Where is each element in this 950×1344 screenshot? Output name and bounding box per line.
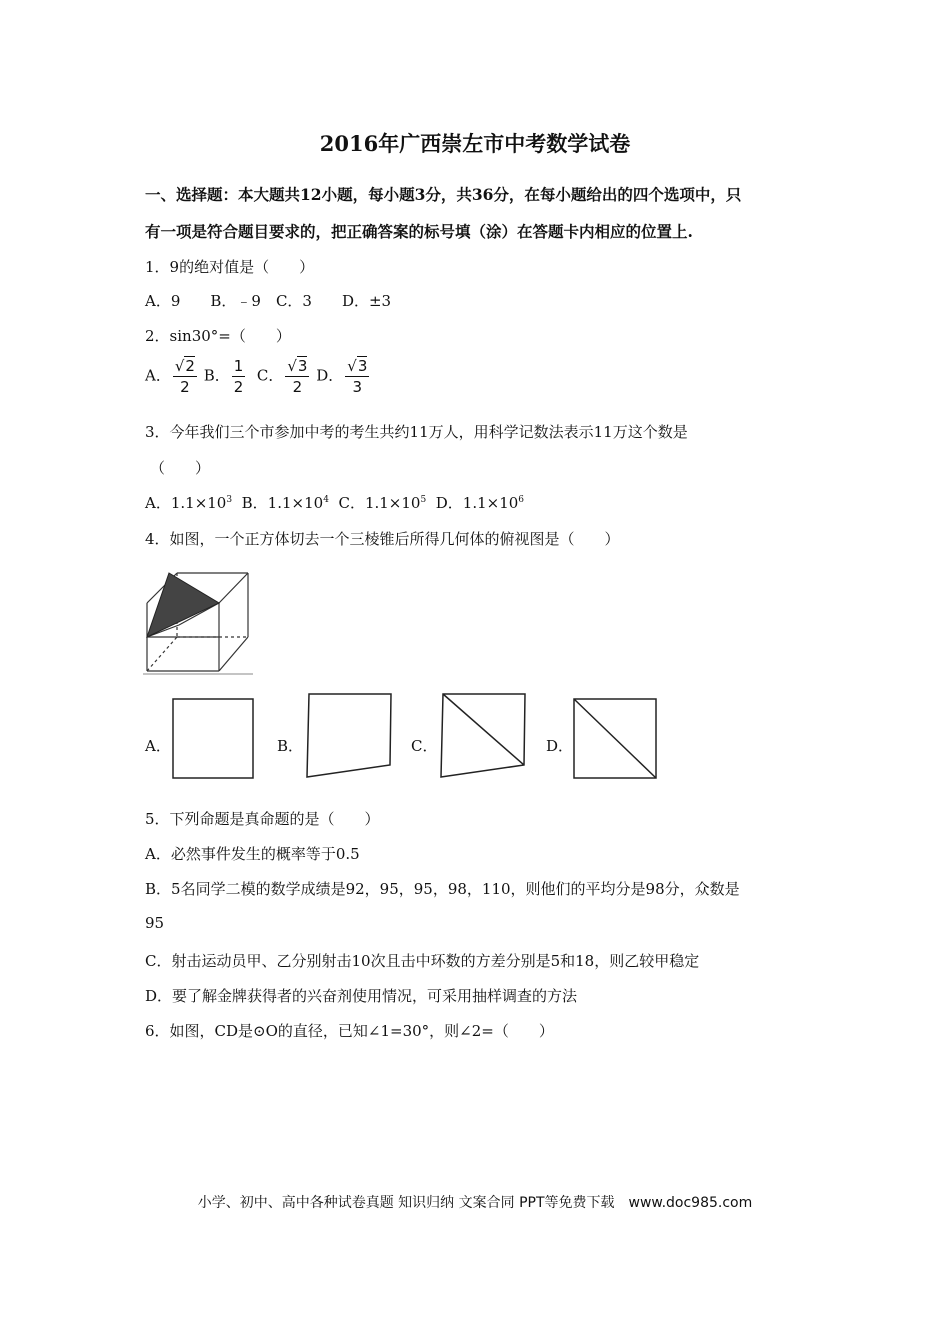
q3-label-a: A． xyxy=(145,494,171,512)
q4-label-b: B． xyxy=(277,737,304,755)
q3-exp-a: 3 xyxy=(226,495,233,505)
q2-frac-b-num: 1 xyxy=(233,357,244,375)
q2-frac-b-den: 2 xyxy=(233,378,244,396)
q3-base-b: 1.1×10 xyxy=(267,494,324,512)
q2-frac-a xyxy=(173,356,197,397)
section-heading-line1: 一、选择题：本大题共12小题，每小题3分，共36分，在每小题给出的四个选项中，只 xyxy=(145,185,742,204)
section-heading-line2: 有一项是符合题目要求的，把正确答案的标号填（涂）在答题卡内相应的位置上. xyxy=(145,222,693,241)
q5-option-b-line2: 95 xyxy=(145,914,165,932)
q4-stem: 4．如图，一个正方体切去一个三棱锥后所得几何体的俯视图是（ ） xyxy=(145,530,620,548)
q3-paren: （ ） xyxy=(150,459,211,477)
sqrt-symbol: √ xyxy=(174,357,185,375)
q1-options: A．9 B．﹣9 C．3 D．±3 xyxy=(145,292,392,310)
q3-exp-d: 6 xyxy=(518,495,525,505)
q2-label-c: C． xyxy=(256,366,284,385)
q3-base-a: 1.1×10 xyxy=(170,494,227,512)
q2-frac-a-root: 2 xyxy=(185,357,195,375)
q4-option-d-figure xyxy=(573,698,657,780)
q5-option-d: D．要了解金牌获得者的兴奋剂使用情况，可采用抽样调查的方法 xyxy=(145,987,578,1005)
q2-stem: 2．sin30°=（ ） xyxy=(145,327,291,345)
q4-option-c-figure xyxy=(438,692,528,780)
q4-label-d: D． xyxy=(546,737,574,755)
q6-stem: 6．如图，CD是⊙O的直径，已知∠1=30°，则∠2=（ ） xyxy=(145,1022,554,1040)
q2-frac-c-root: 3 xyxy=(297,357,308,375)
q3-options xyxy=(145,492,524,513)
q4-label-c: C． xyxy=(411,737,438,755)
q4-label-a: A． xyxy=(145,737,171,755)
q2-frac-c xyxy=(285,356,309,397)
q4-cube-figure xyxy=(143,570,253,676)
q2-label-a: A． xyxy=(145,366,171,385)
q2-frac-d-den: 3 xyxy=(345,376,369,397)
q2-frac-d-root: 3 xyxy=(357,357,368,375)
page-footer: 小学、初中、高中各种试卷真题 知识归纳 文案合同 PPT等免费下载 www.doc985.com xyxy=(197,1195,753,1211)
q3-label-d: D． xyxy=(435,494,463,512)
q4-cut-face xyxy=(147,573,219,637)
q3-label-b: B． xyxy=(241,494,268,512)
q2-frac-d xyxy=(345,356,369,397)
q2-frac-b xyxy=(232,356,246,397)
sqrt-symbol: √ xyxy=(347,357,357,375)
q2-frac-a-den: 2 xyxy=(173,376,197,397)
q3-exp-b: 4 xyxy=(323,495,329,505)
q5-option-b-line1: B．5名同学二模的数学成绩是92，95，95，98，110，则他们的平均分是98分，众数是 xyxy=(145,880,740,898)
q5-option-c: C．射击运动员甲、乙分别射击10次且击中环数的方差分别是5和18，则乙较甲稳定 xyxy=(145,952,700,970)
q2-label-d: D． xyxy=(316,366,344,385)
q3-base-d: 1.1×10 xyxy=(462,494,519,512)
q4-option-a-figure xyxy=(172,698,254,780)
q2-label-b: B． xyxy=(203,366,230,385)
q2-options xyxy=(145,356,371,397)
q3-stem: 3．今年我们三个市参加中考的考生共约11万人，用科学记数法表示11万这个数是 xyxy=(145,423,688,441)
q2-frac-c-den: 2 xyxy=(285,376,309,397)
page-title: 2016年广西崇左市中考数学试卷 xyxy=(319,131,631,156)
q1-stem: 1．9的绝对值是（ ） xyxy=(145,258,315,276)
q4-option-b-figure xyxy=(304,692,394,780)
q5-stem: 5．下列命题是真命题的是（ ） xyxy=(145,810,380,828)
q5-option-a: A．必然事件发生的概率等于0.5 xyxy=(145,845,360,863)
sqrt-symbol: √ xyxy=(287,357,297,375)
q3-base-c: 1.1×10 xyxy=(364,494,421,512)
q3-label-c: C． xyxy=(338,494,365,512)
q3-exp-c: 5 xyxy=(420,495,427,505)
